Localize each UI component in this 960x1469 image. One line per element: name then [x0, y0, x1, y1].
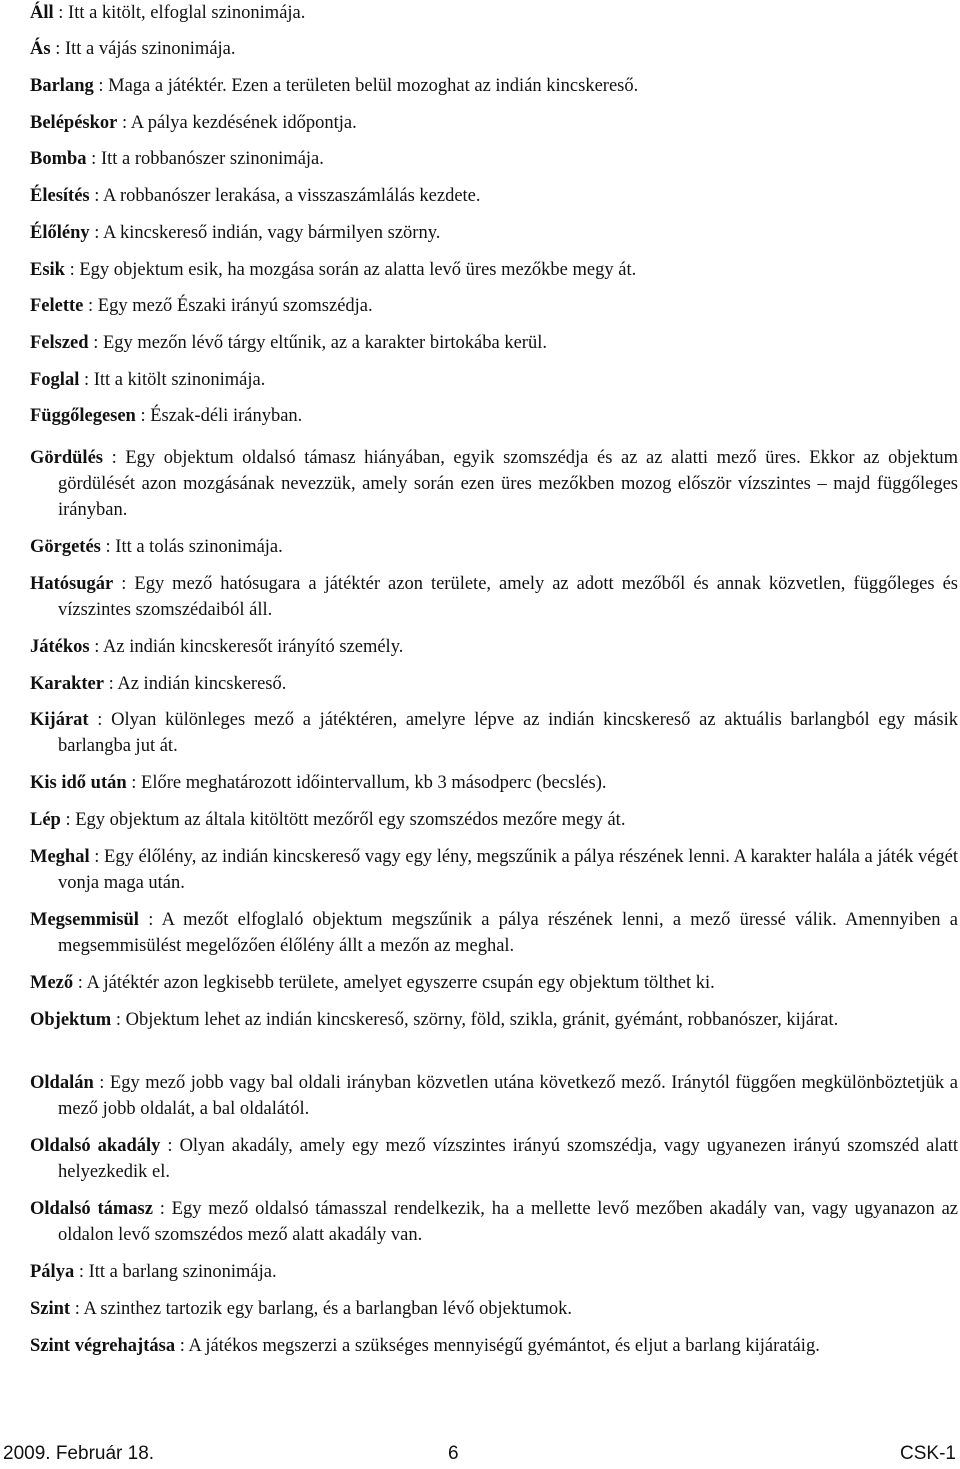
entry-definition: Egy objektum esik, ha mozgása során az alatta levő üres mezőkbe megy át. [79, 260, 637, 280]
entry-term: Oldalsó akadály [30, 1136, 161, 1156]
entry-term: Szint végrehajtása [30, 1336, 176, 1356]
entry-term: Gördülés [30, 448, 103, 468]
entry-separator: : [111, 1010, 126, 1030]
entry-szint-vegrehajtasa [30, 1333, 958, 1359]
entry-definition: A mezőt elfoglaló objektum megszűnik a pálya részének lenni, a mező üressé válik. Amennyiben a megsemmisülést megelőzően élőlény állt a mezőn az meghal. [58, 910, 958, 956]
entry-separator: : [79, 370, 94, 390]
entry-separator: : [175, 1336, 189, 1356]
entry-term: Oldalsó támasz [30, 1199, 153, 1219]
entry-separator: : [113, 574, 135, 594]
entry-term: Függőlegesen [30, 406, 136, 426]
entry-elolény [30, 220, 958, 246]
entry-separator: : [138, 910, 162, 930]
entry-gorgetes [30, 534, 958, 560]
entry-separator: : [93, 76, 109, 96]
entry-as [30, 36, 958, 62]
entry-belepeskor [30, 110, 958, 136]
entry-separator: : [93, 1073, 110, 1093]
entry-mezo [30, 970, 958, 996]
entry-szint [30, 1296, 958, 1322]
entry-separator: : [89, 186, 103, 206]
entry-term: Objektum [30, 1010, 112, 1030]
entry-megsemmisul [30, 907, 958, 959]
entry-separator: : [83, 296, 98, 316]
entry-kijarat [30, 707, 958, 759]
entry-definition: Maga a játéktér. Ezen a területen belül mozoghat az indián kincskereső. [108, 76, 639, 96]
entry-term: Belépéskor [30, 113, 118, 133]
entry-barlang [30, 73, 958, 99]
entry-term: Pálya [30, 1262, 75, 1282]
entry-definition: Olyan akadály, amely egy mező vízszintes irányú szomszédja, vagy ugyanezen irányú szomszéd alatt helyezkedik el. [58, 1136, 959, 1182]
entry-definition: Itt a robbanószer szinonimája. [100, 149, 324, 169]
entry-oldalso-akadaly [30, 1133, 958, 1185]
entry-term: Áll [30, 3, 54, 23]
entry-term: Oldalán [30, 1073, 94, 1093]
entry-definition: Itt a kitölt szinonimája. [93, 370, 266, 390]
document-code: CSK-1 [900, 1443, 956, 1464]
entry-meghal [30, 844, 958, 896]
entry-all [30, 0, 958, 26]
entry-term: Szint [30, 1299, 71, 1319]
entry-term: Hatósugár [30, 574, 114, 594]
entry-separator: : [160, 1136, 180, 1156]
entry-separator: : [89, 223, 103, 243]
footer-date: 2009. Február 18. [3, 1443, 155, 1464]
entry-kis-ido-utan [30, 770, 958, 796]
entry-definition: Itt a kitölt, elfoglal szinonimája. [68, 3, 306, 23]
entry-objektum [30, 1007, 958, 1033]
entry-definition: A robbanószer lerakása, a visszaszámlálás kezdete. [102, 186, 481, 206]
entry-term: Élesítés [30, 186, 90, 206]
entry-definition: A kincskereső indián, vagy bármilyen szörny. [103, 223, 441, 243]
entry-separator: : [60, 810, 76, 830]
entry-term: Meghal [30, 847, 90, 867]
page-footer [0, 1443, 960, 1469]
entry-term: Görgetés [30, 537, 101, 557]
entry-lep [30, 807, 958, 833]
entry-term: Esik [30, 260, 65, 280]
entry-term: Ás [30, 39, 51, 59]
entry-gordules [30, 445, 958, 523]
entry-esik [30, 257, 958, 283]
entry-term: Élőlény [30, 223, 90, 243]
entry-definition: Egy élőlény, az indián kincskereső vagy egy lény, megszűnik a pálya részének lenni. A karakter halála a játék végét vonja maga után. [58, 847, 959, 893]
entry-separator: : [117, 113, 131, 133]
entry-elesites [30, 183, 958, 209]
entry-definition: Egy mező Északi irányú szomszédja. [97, 296, 373, 316]
entry-oldalan [30, 1070, 958, 1122]
entry-bomba [30, 146, 958, 172]
entry-definition: Az indián kincskeresőt irányító személy. [103, 637, 404, 657]
entry-separator: : [103, 674, 118, 694]
entry-term: Kijárat [30, 710, 89, 730]
entry-oldalso-tamasz [30, 1196, 958, 1248]
entry-fuggolegesen [30, 403, 958, 429]
entry-separator: : [126, 773, 142, 793]
entry-separator: : [88, 333, 103, 353]
entry-felszed [30, 330, 958, 356]
entry-definition: Egy mezőn lévő tárgy eltűnik, az a karakter birtokába kerül. [102, 333, 547, 353]
entry-separator: : [70, 1299, 84, 1319]
entry-definition: A pálya kezdésének időpontja. [130, 113, 357, 133]
entry-definition: Előre meghatározott időintervallum, kb 3 másodperc (becslés). [141, 773, 607, 793]
entry-definition: Itt a vájás szinonimája. [64, 39, 236, 59]
entry-hatosugar [30, 571, 958, 623]
entry-jatekos [30, 634, 958, 660]
entry-definition: A játékos megszerzi a szükséges mennyiségű gyémántot, és eljut a barlang kijáratáig. [188, 1336, 820, 1356]
entry-separator: : [74, 1262, 89, 1282]
entry-definition: Olyan különleges mező a játéktéren, amelyre lépve az indián kincskereső az aktuális barlangból egy másik barlangba jut át. [58, 710, 958, 756]
entry-palya [30, 1259, 958, 1285]
page-number: 6 [448, 1443, 459, 1464]
entry-definition: Egy objektum az általa kitöltött mezőről egy szomszédos mezőre megy át. [75, 810, 626, 830]
entry-definition: A szinthez tartozik egy barlang, és a barlangban lévő objektumok. [83, 1299, 573, 1319]
entry-separator: : [88, 710, 112, 730]
entry-separator: : [89, 847, 105, 867]
entry-separator: : [135, 406, 151, 426]
entry-term: Felszed [30, 333, 89, 353]
entry-definition: Egy mező oldalsó támasszal rendelkezik, ha a mellette levő mezőben akadály van, vagy ugyanazon az oldalon levő szomszédos mező alatt akadály van. [58, 1199, 959, 1245]
entry-separator: : [86, 149, 101, 169]
entry-term: Játékos [30, 637, 90, 657]
entry-definition: A játéktér azon legkisebb területe, amelyet egyszerre csupán egy objektum tölthet ki. [86, 973, 715, 993]
entry-separator: : [53, 3, 69, 23]
entry-definition: Az indián kincskereső. [117, 674, 287, 694]
entry-definition: Objektum lehet az indián kincskereső, szörny, föld, szikla, gránit, gyémánt, robbanószer, kijárat. [125, 1010, 839, 1030]
entry-definition: Észak-déli irányban. [150, 406, 303, 426]
entry-term: Karakter [30, 674, 104, 694]
entry-term: Foglal [30, 370, 80, 390]
entry-separator: : [64, 260, 80, 280]
entry-karakter [30, 671, 958, 697]
entry-separator: : [100, 537, 116, 557]
entry-definition: Itt a barlang szinonimája. [88, 1262, 277, 1282]
entry-term: Mező [30, 973, 74, 993]
entry-definition: Egy objektum oldalsó támasz hiányában, egyik szomszédja és az az alatti mező üres. Ekkor az objektum gördülését azon mozgásának nevezzük, amely során ezen üres mezőkben mozog először vízszintes – majd függőleges irányban. [58, 448, 958, 520]
entry-felette [30, 293, 958, 319]
entry-separator: : [102, 448, 126, 468]
entry-separator: : [73, 973, 87, 993]
entry-term: Bomba [30, 149, 87, 169]
entry-definition: Itt a tolás szinonimája. [115, 537, 283, 557]
entry-separator: : [50, 39, 65, 59]
entry-term: Megsemmisül [30, 910, 139, 930]
entry-separator: : [89, 637, 103, 657]
entry-term: Lép [30, 810, 61, 830]
entry-term: Felette [30, 296, 84, 316]
entry-definition: Egy mező hatósugara a játéktér azon területe, amely az adott mezőből és annak közvetlen, függőleges és vízszintes szomszédaiból áll. [58, 574, 958, 620]
entry-term: Kis idő után [30, 773, 127, 793]
entry-definition: Egy mező jobb vagy bal oldali irányban közvetlen utána következő mező. Iránytól függően megkülönböztetjük a mező jobb oldalát, a bal oldalától. [58, 1073, 959, 1119]
entry-foglal [30, 367, 958, 393]
entry-separator: : [152, 1199, 172, 1219]
entry-term: Barlang [30, 76, 94, 96]
